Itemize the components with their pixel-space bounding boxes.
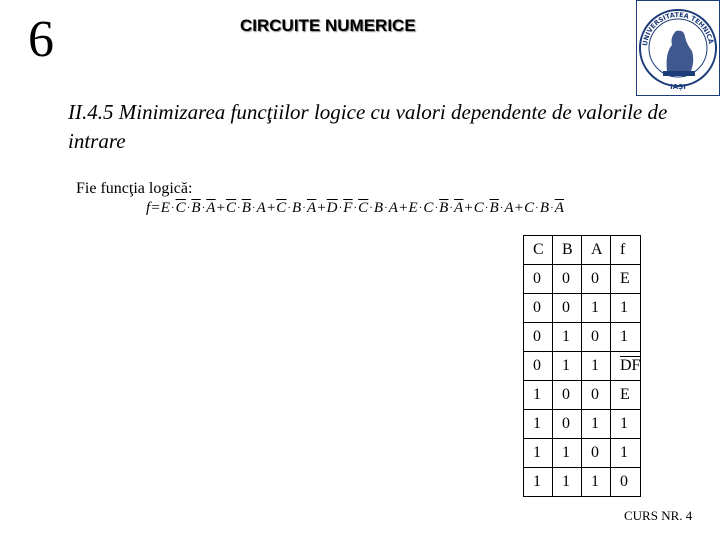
table-cell: E	[611, 265, 641, 294]
truth-table-row	[524, 352, 641, 381]
table-cell: 1	[553, 468, 582, 497]
svg-text:UNIVERSITATEA TEHNICĂ: UNIVERSITATEA TEHNICĂ	[641, 10, 715, 47]
header-cell-a: A	[582, 236, 611, 265]
truth-table-row	[524, 410, 641, 439]
university-logo	[636, 0, 720, 96]
header-title: CIRCUITE NUMERICE	[240, 16, 416, 35]
negated-value: $\overline{DF}$	[620, 357, 641, 374]
truth-table-row	[524, 294, 641, 323]
table-cell: 1	[582, 468, 611, 497]
course-footer: CURS NR. 4	[624, 508, 693, 523]
table-cell: 0	[611, 468, 641, 497]
table-cell: 1	[553, 352, 582, 381]
table-cell: 0	[582, 381, 611, 410]
table-cell: 1	[611, 439, 641, 468]
table-cell: 0	[582, 323, 611, 352]
table-cell: 1	[582, 294, 611, 323]
table-cell: 0	[524, 265, 553, 294]
header-cell-f: f	[611, 236, 641, 265]
table-cell: 0	[524, 294, 553, 323]
table-cell: 1	[524, 381, 553, 410]
table-cell: 0	[553, 381, 582, 410]
table-cell: E	[611, 381, 641, 410]
seal-icon	[637, 1, 719, 95]
table-cell: 0	[553, 265, 582, 294]
svg-text:IAŞI: IAŞI	[670, 83, 686, 91]
table-cell: 1	[524, 468, 553, 497]
truth-table-row	[524, 381, 641, 410]
table-cell: 1	[524, 439, 553, 468]
page-number: 6	[28, 11, 54, 68]
table-cell: 1	[524, 410, 553, 439]
table-cell-negated	[611, 352, 641, 381]
table-cell: 0	[524, 323, 553, 352]
intro-text: Fie funcţia logică:	[76, 180, 193, 197]
table-cell: 1	[611, 410, 641, 439]
truth-table-row	[524, 323, 641, 352]
header-cell-c: C	[524, 236, 553, 265]
table-cell: 0	[553, 410, 582, 439]
table-cell: 0	[524, 352, 553, 381]
table-cell: 1	[611, 294, 641, 323]
truth-table-row	[524, 439, 641, 468]
truth-table-row	[524, 468, 641, 497]
table-cell: 1	[582, 410, 611, 439]
header-cell-b: B	[553, 236, 582, 265]
table-cell: 1	[611, 323, 641, 352]
table-cell: 1	[553, 323, 582, 352]
truth-table	[523, 235, 641, 497]
table-cell: 0	[582, 439, 611, 468]
table-cell: 1	[553, 439, 582, 468]
table-cell: 0	[582, 265, 611, 294]
section-title: II.4.5 Minimizarea funcţiilor logice cu valori dependente de valorile de intrare	[68, 100, 668, 153]
truth-table-header-row	[524, 236, 641, 265]
truth-table-row	[524, 265, 641, 294]
table-cell: 1	[582, 352, 611, 381]
logic-formula: $f=E\cdot\overline{C}\cdot\overline{B}\cdot\overline{A}+\overline{C}\cdot\overline{B}\cdot A+\overline{C}\cdot B\cdot\overline{A}+\overline{D}\cdot\overline{F}\cdot\overline{C}\cdot B\cdot A+E\cdot C\cdot\overline{B}\cdot\overline{A}+C\cdot\overline{B}\cdot A+C\cdot B\cdot\overline{A}$	[146, 200, 565, 216]
table-cell: 0	[553, 294, 582, 323]
